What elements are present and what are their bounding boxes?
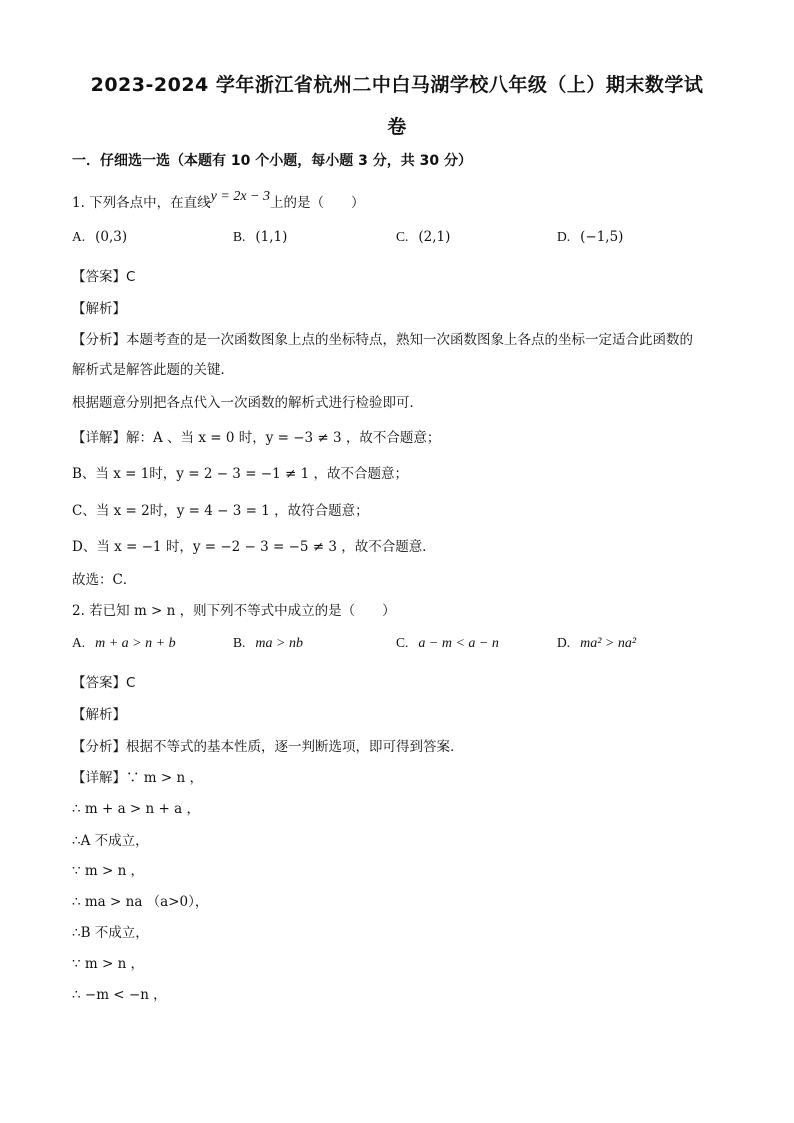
question-1-conclusion: 故选：C． (72, 572, 137, 588)
option-value: a − m < a − n (418, 636, 499, 651)
question-1-detail-a: 【详解】解：A 、当 x = 0 时，y = −3 ≠ 3 ，故不合题意； (72, 430, 441, 446)
question-1-detail-b: B、当 x = 1时，y = 2 − 3 = −1 ≠ 1 ，故不合题意； (72, 466, 408, 482)
document-title-line-2: 卷 (387, 116, 407, 138)
question-2-analysis-tag: 【解析】 (72, 707, 126, 723)
question-2-step: ∵ m > n ， (72, 863, 145, 879)
question-2-stem: 2. 若已知 m > n ，则下列不等式中成立的是（ ） (72, 603, 396, 619)
option-value: ma > nb (255, 636, 303, 651)
question-1-detail-c: C、当 x = 2时，y = 4 − 3 = 1 ，故符合题意； (72, 503, 369, 519)
option-value: (2,1) (418, 229, 451, 245)
question-2-step: ∴ m + a > n + a ， (72, 801, 200, 817)
question-2-option-c (396, 635, 499, 652)
question-2-option-a (72, 635, 176, 652)
question-1-analysis-tag: 【解析】 (72, 301, 126, 317)
option-value: ma² > na² (580, 636, 637, 651)
question-2-answer: 【答案】C (72, 675, 136, 691)
option-value: m + a > n + b (95, 636, 176, 651)
question-2-step: 【详解】∵ m > n ， (72, 770, 203, 786)
option-label: B. (233, 635, 246, 650)
section-heading: 一．仔细选一选（本题有 10 个小题，每小题 3 分，共 30 分） (72, 153, 472, 169)
option-label: C. (396, 229, 409, 244)
question-1-option-a (72, 229, 127, 245)
question-2-option-d (557, 635, 636, 652)
option-value: (−1,5) (580, 229, 624, 245)
question-1-detail-d: D、当 x = −1 时，y = −2 − 3 = −5 ≠ 3 ，故不合题意． (72, 539, 436, 555)
option-label: D. (557, 229, 571, 244)
question-2-step: ∴B 不成立， (72, 925, 149, 941)
document-title-line-1: 2023-2024 学年浙江省杭州二中白马湖学校八年级（上）期末数学试 (90, 74, 704, 96)
question-2-fenxi: 【分析】根据不等式的基本性质，逐一判断选项，即可得到答案． (72, 739, 464, 755)
question-2-step: ∵ m > n ， (72, 956, 145, 972)
option-label: A. (72, 635, 86, 650)
question-1-option-b (233, 229, 287, 245)
option-value: (1,1) (255, 229, 288, 245)
question-1-stem-prefix: 1. 下列各点中，在直线 (72, 195, 211, 211)
option-label: B. (233, 229, 246, 244)
option-label: C. (396, 635, 409, 650)
question-1-equation: y = 2x − 3 (210, 189, 270, 204)
question-1-answer: 【答案】C (72, 269, 136, 285)
question-2-step: ∴ ma > na （a>0）， (72, 894, 209, 910)
option-value: (0,3) (95, 229, 128, 245)
question-1-fenxi-line-3: 根据题意分别把各点代入一次函数的解析式进行检验即可． (72, 395, 423, 411)
question-1-fenxi-line-2: 解析式是解答此题的关键． (72, 362, 234, 378)
question-2-step: ∴ −m < −n ， (72, 987, 167, 1003)
option-label: D. (557, 635, 571, 650)
option-label: A. (72, 229, 86, 244)
question-1-stem-suffix: 上的是（ ） (270, 195, 365, 211)
question-1-stem (72, 191, 365, 212)
question-1-fenxi-line-1: 【分析】本题考查的是一次函数图象上点的坐标特点，熟知一次函数图象上各点的坐标一定适合此函数的 (72, 332, 693, 348)
question-2-step: ∴A 不成立， (72, 833, 149, 849)
question-2-option-b (233, 635, 303, 652)
question-1-option-c (396, 229, 450, 245)
question-1-option-d (557, 229, 623, 245)
